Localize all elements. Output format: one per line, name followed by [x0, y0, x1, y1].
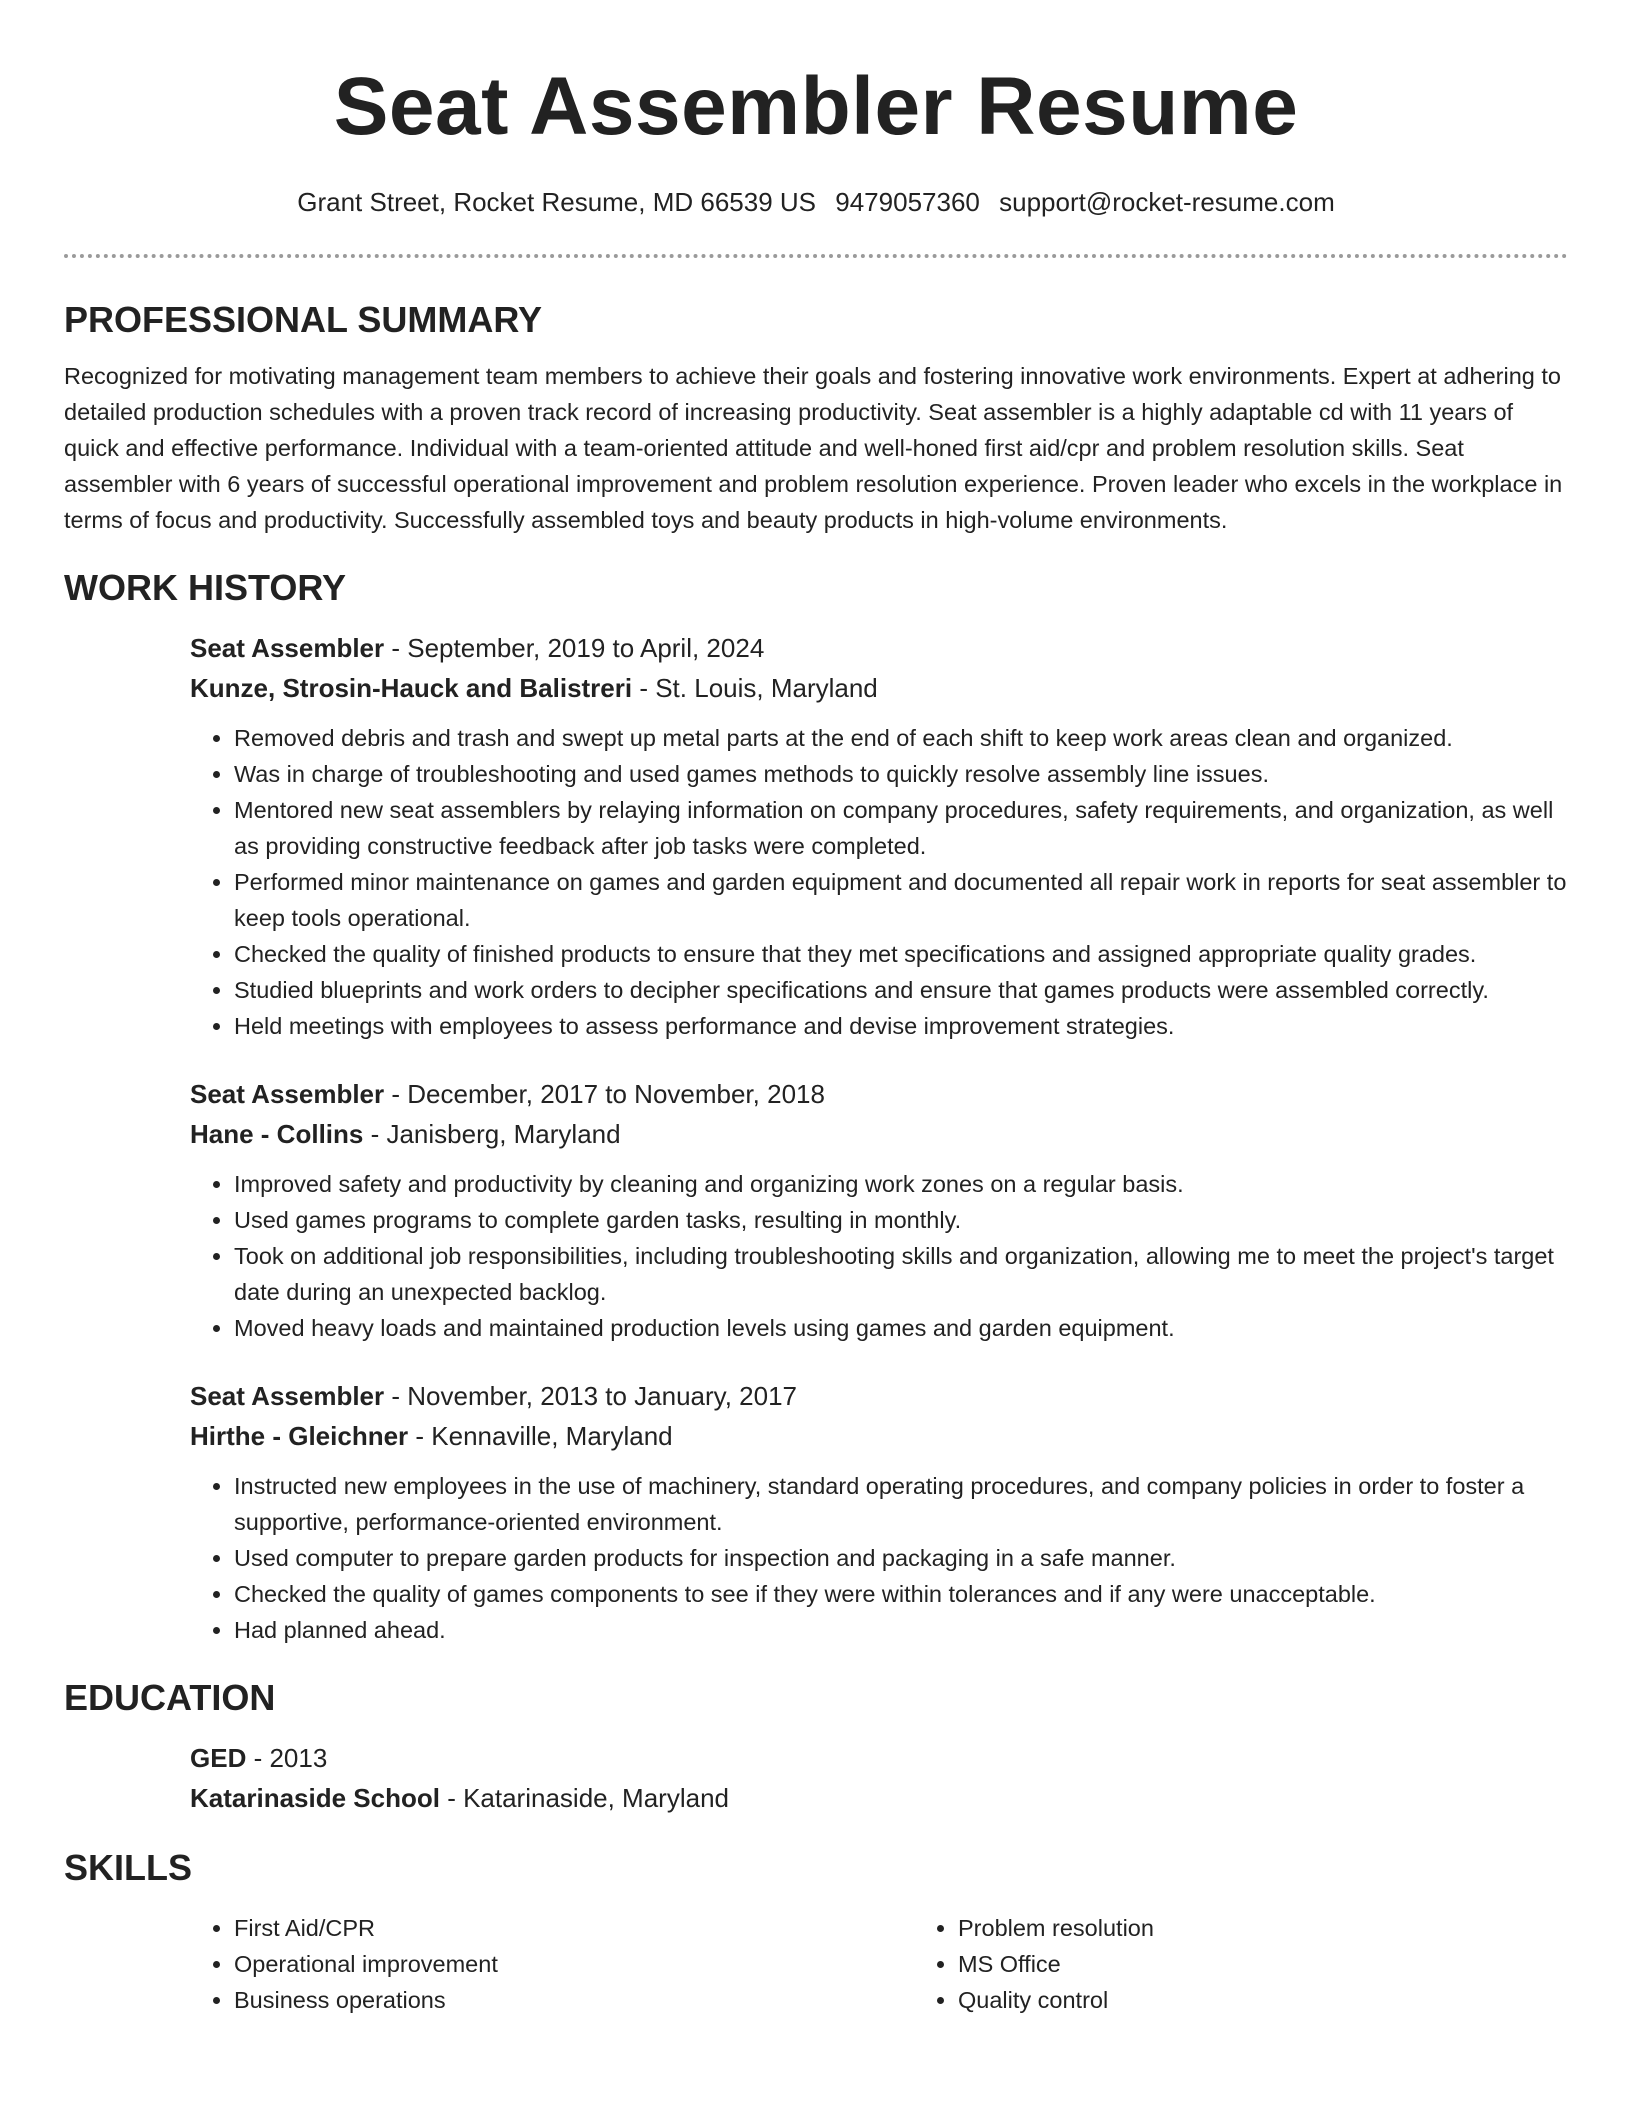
job-title-line — [190, 1376, 1568, 1416]
job-title: Seat Assembler — [190, 1079, 385, 1109]
summary-heading: PROFESSIONAL SUMMARY — [64, 299, 543, 340]
job-company-line — [190, 668, 1568, 708]
job-bullet: • Moved heavy loads and maintained production levels using games and garden equipment. — [234, 1310, 1568, 1346]
contact-line — [64, 184, 1568, 220]
job-bullet: • Took on additional job responsibilities, including troubleshooting skills and organization, allowing me to meet the project's target date during an unexpected backlog. — [234, 1238, 1568, 1310]
job-bullet: • Performed minor maintenance on games and garden equipment and documented all repair work in reports for seat assembler to keep tools operational. — [234, 864, 1568, 936]
skill-item: • MS Office — [958, 1946, 1632, 1982]
skill-item: • Operational improvement — [234, 1946, 914, 1982]
job-location: - Kennaville, Maryland — [408, 1421, 673, 1451]
job-dates: - November, 2013 to January, 2017 — [384, 1381, 798, 1411]
resume-page — [64, 0, 1568, 2018]
job-company: Hane - Collins — [190, 1119, 364, 1149]
job-bullet: • Held meetings with employees to assess performance and devise improvement strategies. — [234, 1008, 1568, 1044]
skills-heading: SKILLS — [64, 1847, 193, 1888]
job-title: Seat Assembler — [190, 633, 385, 663]
summary-text: Recognized for motivating management team members to achieve their goals and fostering innovative work environments. Expert at adhering to detailed production schedules with a proven track record of increasing productivity. Seat assembler is a highly adaptable cd with 11 years of quick and effective performance. Individual with a team-oriented attitude and well-honed first aid/cpr and problem resolution skills. Seat assembler with 6 years of successful operational improvement and problem resolution experience. Proven leader who excels in the workplace in terms of focus and productivity. Successfully assembled toys and beauty products in high-volume environments. — [64, 363, 1563, 533]
job-bullet: • Instructed new employees in the use of machinery, standard operating procedures, and company policies in order to foster a supportive, performance-oriented environment. — [234, 1468, 1568, 1540]
job-bullet: • Was in charge of troubleshooting and used games methods to quickly resolve assembly line issues. — [234, 756, 1568, 792]
education-location: - Katarinaside, Maryland — [439, 1783, 729, 1813]
header-divider — [64, 254, 1568, 258]
education-year: - 2013 — [246, 1743, 328, 1773]
education-heading: EDUCATION — [64, 1677, 276, 1718]
education-entry — [190, 1738, 1568, 1818]
job-dates: - December, 2017 to November, 2018 — [384, 1079, 825, 1109]
skill-item: • Quality control — [958, 1982, 1632, 2018]
job-entry — [190, 628, 1568, 1044]
job-dates: - September, 2019 to April, 2024 — [384, 633, 765, 663]
education-school: Katarinaside School — [190, 1783, 440, 1813]
contact-email: support@rocket-resume.com — [999, 187, 1335, 217]
job-bullets — [190, 1166, 1568, 1346]
job-title-line — [190, 628, 1568, 668]
job-bullet: • Improved safety and productivity by cleaning and organizing work zones on a regular basis. — [234, 1166, 1568, 1202]
skill-item: • Business operations — [234, 1982, 914, 2018]
skills-column-right — [914, 1910, 1632, 2018]
job-location: - Janisberg, Maryland — [363, 1119, 621, 1149]
education-school-line — [190, 1778, 1568, 1818]
job-bullets — [190, 720, 1568, 1044]
job-bullet: • Studied blueprints and work orders to decipher specifications and ensure that games products were assembled correctly. — [234, 972, 1568, 1008]
job-title: Seat Assembler — [190, 1381, 385, 1411]
job-entry — [190, 1074, 1568, 1346]
job-bullet: • Mentored new seat assemblers by relaying information on company procedures, safety requirements, and organization, as well as providing constructive feedback after job tasks were completed. — [234, 792, 1568, 864]
skill-item: • First Aid/CPR — [234, 1910, 914, 1946]
skills-column-left — [190, 1910, 914, 2018]
job-company-line — [190, 1114, 1568, 1154]
contact-phone: 9479057360 — [835, 187, 980, 217]
job-bullet: • Removed debris and trash and swept up metal parts at the end of each shift to keep work areas clean and organized. — [234, 720, 1568, 756]
job-company: Kunze, Strosin-Hauck and Balistreri — [190, 673, 633, 703]
job-location: - St. Louis, Maryland — [632, 673, 878, 703]
job-bullet: • Had planned ahead. — [234, 1612, 1568, 1648]
job-bullet: • Used computer to prepare garden products for inspection and packaging in a safe manner. — [234, 1540, 1568, 1576]
work-history-heading: WORK HISTORY — [64, 567, 347, 608]
job-title-line — [190, 1074, 1568, 1114]
education-degree-line — [190, 1738, 1568, 1778]
job-company: Hirthe - Gleichner — [190, 1421, 409, 1451]
skills-list — [190, 1910, 1568, 2018]
skill-item: • Problem resolution — [958, 1910, 1632, 1946]
education-degree: GED — [190, 1743, 247, 1773]
job-bullet: • Checked the quality of finished products to ensure that they met specifications and assigned appropriate quality grades. — [234, 936, 1568, 972]
job-company-line — [190, 1416, 1568, 1456]
job-entry — [190, 1376, 1568, 1648]
job-bullet: • Used games programs to complete garden tasks, resulting in monthly. — [234, 1202, 1568, 1238]
job-bullet: • Checked the quality of games components to see if they were within tolerances and if any were unacceptable. — [234, 1576, 1568, 1612]
job-bullets — [190, 1468, 1568, 1648]
contact-address: Grant Street, Rocket Resume, MD 66539 US — [297, 187, 817, 217]
resume-title: Seat Assembler Resume — [333, 61, 1299, 152]
